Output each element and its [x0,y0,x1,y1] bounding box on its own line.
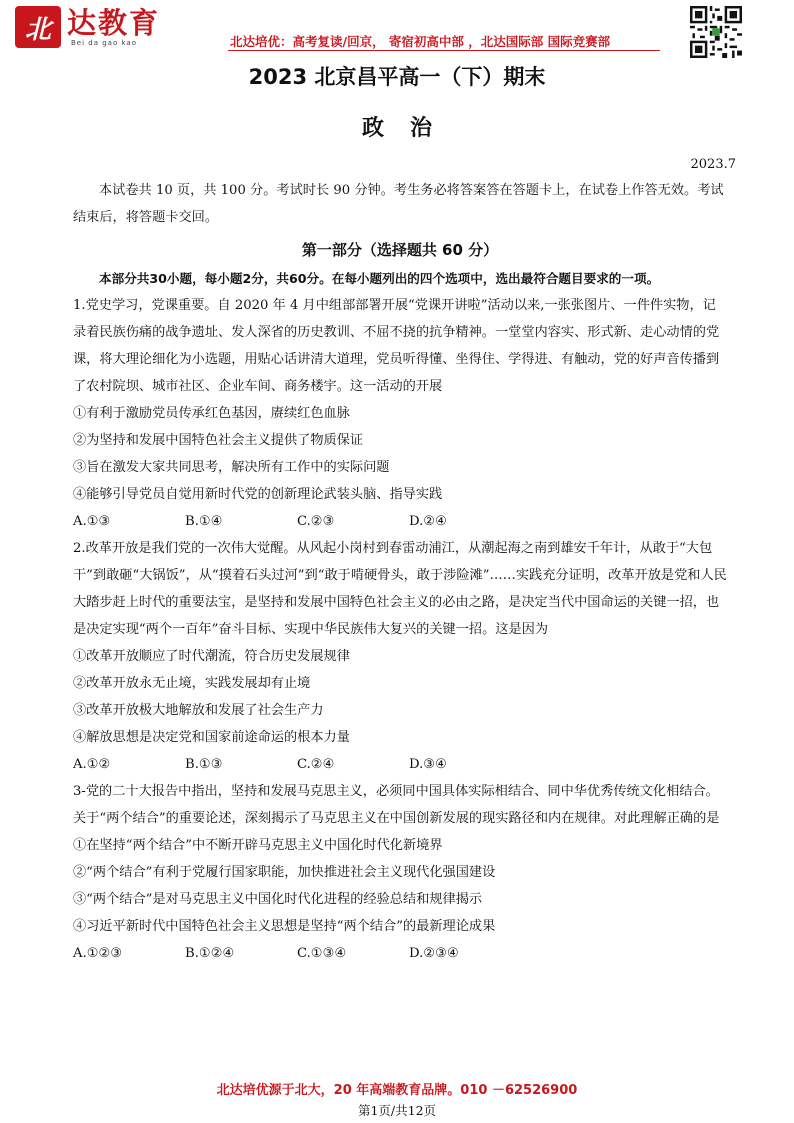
statement-option: ①有利于激励党员传承红色基因，赓续红色血脉 [73,406,350,421]
question-3 [73,778,727,967]
header-slogan: 北达培优：高考复读/回京， 寄宿初高中部 ，北达国际部 国际竞赛部 [230,34,611,49]
statement-option: ①在坚持“两个结合”中不断开辟马克思主义中国化时代化新境界 [73,838,443,853]
logo-pinyin: Bei da gao kao [71,39,137,47]
exam-title: 2023 北京昌平高一（下）期末 [248,65,546,89]
page-header [0,0,794,60]
question-stem: 2.改革开放是我们党的一次伟大觉醒。从风起小岗村到春雷动浦江，从潮起海之南到雄安千年计，从敢于“大包干”到敢砸“大锅饭”，从“摸着石头过河”到“敢于啃硬骨头，敢于涉险滩”……实践充分证明，改革开放是党和人民大踏步赶上时代的重要法宝，是坚持和发展中国特色社会主义的必由之路，是决定当代中国命运的关键一招，也是决定实现“两个一百年”奋斗目标、实现中华民族伟大复兴的关键一招。这是因为 [73,541,727,637]
statement-option: ②为坚持和发展中国特色社会主义提供了物质保证 [73,433,364,448]
choice-b: B.①③ [185,757,223,772]
answer-choices [73,940,727,967]
choice-d: D.②③④ [409,946,459,961]
exam-instructions: 本试卷共 10 页，共 100 分。考试时长 90 分钟。考生务必将答案答在答题卡上，在试卷上作答无效。考试结束后，将答题卡交回。 [73,183,724,225]
answer-choices [73,508,727,535]
question-stem: 3-党的二十大报告中指出，坚持和发展马克思主义，必须同中国具体实际相结合、同中华优秀传统文化相结合。关于“两个结合”的重要论述，深刻揭示了马克思主义在中国创新发展的现实路径和内在规律。对此理解正确的是 [73,784,720,826]
choice-c: C.①③④ [297,946,347,961]
section-instructions: 本部分共30小题，每小题2分，共60分。在每小题列出的四个选项中，选出最符合题目要求的一项。 [99,271,660,286]
statement-option: ③改革开放极大地解放和发展了社会生产力 [73,703,324,718]
qr-code-icon [690,6,742,58]
choice-c: C.②④ [297,757,335,772]
statement-option: ④能够引导党员自觉用新时代党的创新理论武装头脑、指导实践 [73,487,443,502]
choice-c: C.②③ [297,514,335,529]
statement-option: ④解放思想是决定党和国家前途命运的根本力量 [73,730,350,745]
footer-slogan: 北达培优源于北大，20 年高端教育品牌。010 －62526900 [216,1083,578,1098]
question-1 [73,292,727,535]
choice-a: A.①②③ [73,946,123,961]
statement-option: ④习近平新时代中国特色社会主义思想是坚持“两个结合”的最新理论成果 [73,919,496,934]
choice-b: B.①④ [185,514,223,529]
question-stem: 1.党史学习，党课重要。自 2020 年 4 月中组部部署开展“党课开讲啦”活动以来,一张张图片、一件件实物，记录着民族伤痛的战争遗址、发人深省的历史教训、不屈不挠的抗争精神。一堂堂内容实、形式新、走心动情的党课，将大理论细化为小选题，用贴心话讲清大道理，党员听得懂、坐得住、学得进、有触动，党的好声音传播到了农村院坝、城市社区、企业车间、商务楼宇。这一活动的开展 [73,298,720,394]
choice-a: A.①③ [73,514,111,529]
statement-option: ②“两个结合”有利于党履行国家职能，加快推进社会主义现代化强国建设 [73,865,496,880]
choice-a: A.①② [73,757,111,772]
page-number: 第1页/共12页 [357,1103,437,1118]
exam-content [73,177,727,967]
question-2 [73,535,727,778]
header-divider [228,50,660,51]
statement-option: ③“两个结合”是对马克思主义中国化时代化进程的经验总结和规律揭示 [73,892,483,907]
exam-subject: 政治 [361,116,458,141]
choice-d: D.②④ [409,514,447,529]
logo-text: 达教育 [67,6,161,40]
statement-option: ③旨在激发大家共同思考，解决所有工作中的实际问题 [73,460,390,475]
exam-date: 2023.7 [690,157,736,172]
brand-logo [15,6,195,50]
section-title: 第一部分（选择题共 60 分） [301,241,499,259]
statement-option: ①改革开放顺应了时代潮流，符合历史发展规律 [73,649,350,664]
answer-choices [73,751,727,778]
choice-b: B.①②④ [185,946,235,961]
logo-mark: 北 [15,6,61,48]
choice-d: D.③④ [409,757,447,772]
statement-option: ②改革开放永无止境，实践发展却有止境 [73,676,311,691]
